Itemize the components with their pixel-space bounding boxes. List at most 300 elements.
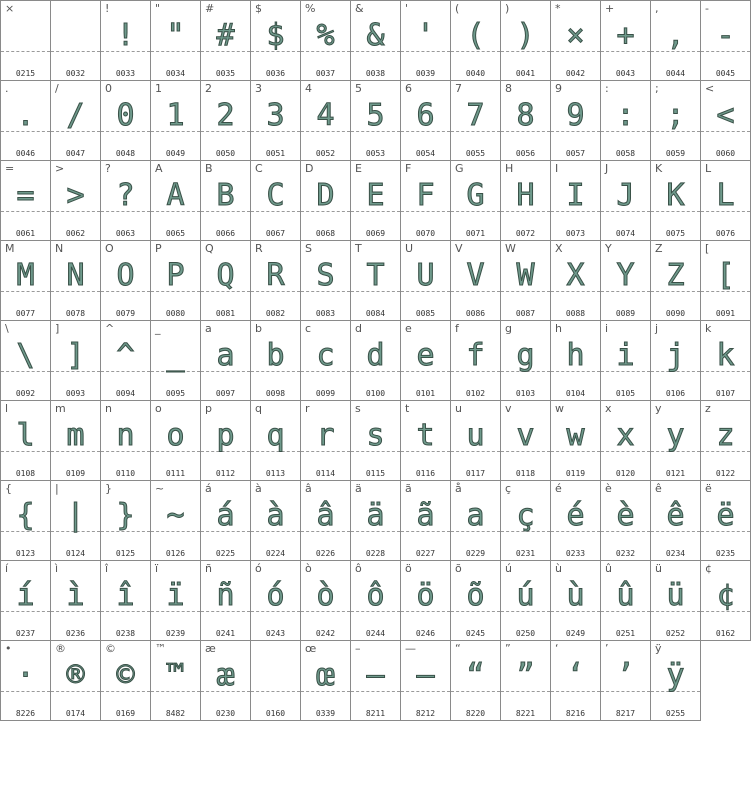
glyph-label: j: [655, 322, 659, 335]
glyph-label: (: [455, 2, 460, 15]
glyph-code: 0046: [15, 149, 36, 158]
glyph-label: ñ: [205, 562, 212, 575]
glyph-code: 0065: [165, 229, 186, 238]
glyph-label: w: [555, 402, 564, 415]
glyph-code: 8216: [565, 709, 586, 718]
glyph-code: 0122: [715, 469, 736, 478]
glyph-label: ]: [55, 322, 60, 335]
glyph-sample: á: [216, 498, 235, 533]
glyph-code: 0044: [665, 69, 686, 78]
glyph-sample: H: [516, 178, 535, 213]
glyph-label: +: [605, 2, 615, 15]
glyph-code: 0236: [65, 629, 86, 638]
glyph-sample: ê: [666, 498, 685, 533]
glyph-label: 6: [405, 82, 412, 95]
glyph-code: 0082: [265, 309, 286, 318]
glyph-code: 0045: [715, 69, 736, 78]
glyph-sample: —: [416, 658, 435, 693]
glyph-code: 0084: [365, 309, 386, 318]
glyph-sample: é: [566, 498, 585, 533]
glyph-code: 0087: [515, 309, 536, 318]
glyph-code: 0160: [265, 709, 286, 718]
glyph-label: û: [605, 562, 612, 575]
glyph-sample: 8: [516, 98, 535, 133]
glyph-label: $: [255, 2, 262, 15]
glyph-code: 0125: [115, 549, 136, 558]
glyph-label: ©: [105, 642, 116, 655]
glyph-code: 0162: [715, 629, 736, 638]
glyph-code: 0174: [65, 709, 86, 718]
glyph-cell: [500, 640, 551, 721]
glyph-sample: ä: [366, 498, 385, 533]
glyph-code: 0123: [15, 549, 36, 558]
glyph-cell: [250, 480, 301, 561]
glyph-label: g: [505, 322, 512, 335]
glyph-sample: L: [716, 178, 735, 213]
glyph-code: 0047: [65, 149, 86, 158]
glyph-cell: [250, 400, 301, 481]
glyph-label: &: [355, 2, 364, 15]
glyph-code: 0235: [715, 549, 736, 558]
glyph-cell: [50, 400, 101, 481]
glyph-label: I: [555, 162, 559, 175]
glyph-code: 0037: [315, 69, 336, 78]
glyph-sample: p: [216, 418, 235, 453]
glyph-sample: [3, 15, 48, 57]
glyph-cell: [450, 240, 501, 321]
glyph-label: ,: [655, 2, 659, 15]
glyph-label: _: [155, 322, 161, 335]
glyph-cell: [100, 0, 151, 81]
glyph-cell: [100, 80, 151, 161]
glyph-sample: h: [566, 338, 585, 373]
glyph-label: á: [205, 482, 212, 495]
glyph-cell: [200, 560, 251, 641]
glyph-code: 0039: [415, 69, 436, 78]
glyph-sample: ñ: [216, 578, 235, 613]
glyph-sample: ô: [366, 578, 385, 613]
glyph-code: 0105: [615, 389, 636, 398]
glyph-sample: r: [316, 418, 335, 453]
glyph-code: 0117: [465, 469, 486, 478]
glyph-code: 0059: [665, 149, 686, 158]
glyph-cell: [300, 160, 351, 241]
glyph-code: 0246: [415, 629, 436, 638]
glyph-label: A: [155, 162, 163, 175]
glyph-cell: [400, 560, 451, 641]
glyph-sample: ©: [116, 658, 135, 693]
glyph-cell: [450, 560, 501, 641]
glyph-sample: ï: [166, 578, 185, 613]
glyph-sample: +: [616, 18, 635, 53]
glyph-label: â: [305, 482, 312, 495]
glyph-sample: <: [716, 98, 735, 133]
glyph-label: î: [105, 562, 109, 575]
glyph-code: 0114: [315, 469, 336, 478]
glyph-sample: ç: [516, 498, 535, 533]
glyph-label: ì: [55, 562, 59, 575]
glyph-code: 0229: [465, 549, 486, 558]
glyph-label: H: [505, 162, 514, 175]
glyph-label: L: [705, 162, 712, 175]
glyph-sample: n: [116, 418, 135, 453]
glyph-label: |: [55, 482, 59, 495]
glyph-sample: ×: [566, 18, 585, 53]
glyph-cell: [50, 160, 101, 241]
glyph-sample: j: [666, 338, 685, 373]
glyph-code: 0169: [115, 709, 136, 718]
glyph-cell: [300, 640, 351, 721]
glyph-sample: û: [616, 578, 635, 613]
glyph-code: 0070: [415, 229, 436, 238]
glyph-cell: [250, 80, 301, 161]
glyph-sample: ÿ: [666, 658, 685, 693]
glyph-label: ê: [655, 482, 662, 495]
glyph-sample: m: [66, 418, 85, 453]
glyph-code: 0110: [115, 469, 136, 478]
glyph-sample: à: [266, 498, 285, 533]
glyph-cell: [600, 480, 651, 561]
glyph-code: 0250: [515, 629, 536, 638]
glyph-sample: P: [166, 258, 185, 293]
glyph-cell: [650, 480, 701, 561]
glyph-cell: [350, 320, 401, 401]
glyph-label: b: [255, 322, 262, 335]
glyph-cell: [250, 320, 301, 401]
glyph-label: ): [505, 2, 510, 15]
glyph-label: \: [5, 322, 9, 335]
glyph-sample: D: [316, 178, 335, 213]
glyph-sample: ü: [666, 578, 685, 613]
glyph-code: 0034: [165, 69, 186, 78]
glyph-cell: [400, 0, 451, 81]
glyph-label: è: [605, 482, 612, 495]
glyph-sample: è: [616, 498, 635, 533]
glyph-sample: S: [316, 258, 335, 293]
glyph-label: =: [5, 162, 15, 175]
glyph-cell: [650, 80, 701, 161]
glyph-cell: [600, 240, 651, 321]
glyph-cell: [150, 640, 201, 721]
glyph-label: ~: [155, 482, 165, 495]
glyph-cell: [400, 240, 451, 321]
glyph-cell: [700, 400, 751, 481]
glyph-cell: [400, 320, 451, 401]
glyph-label: h: [555, 322, 562, 335]
glyph-sample: R: [266, 258, 285, 293]
glyph-cell: [100, 560, 151, 641]
glyph-sample: F: [416, 178, 435, 213]
glyph-sample: ë: [716, 498, 735, 533]
glyph-cell: [500, 560, 551, 641]
glyph-cell: [300, 480, 351, 561]
glyph-code: 0118: [515, 469, 536, 478]
glyph-cell: [450, 640, 501, 721]
glyph-code: 0048: [115, 149, 136, 158]
glyph-label: ÿ: [655, 642, 662, 655]
glyph-cell: [150, 560, 201, 641]
glyph-sample: b: [266, 338, 285, 373]
glyph-sample: ù: [566, 578, 585, 613]
glyph-sample: $: [266, 18, 285, 53]
glyph-code: 0232: [615, 549, 636, 558]
glyph-label: ï: [155, 562, 159, 575]
glyph-code: 0215: [15, 69, 36, 78]
glyph-code: 0100: [365, 389, 386, 398]
glyph-label: -: [705, 2, 709, 15]
glyph-cell: [0, 320, 51, 401]
glyph-sample: a: [216, 338, 235, 373]
glyph-label: N: [55, 242, 64, 255]
glyph-label: ü: [655, 562, 662, 575]
glyph-sample: y: [666, 418, 685, 453]
glyph-code: 0098: [265, 389, 286, 398]
glyph-label: u: [455, 402, 462, 415]
glyph-label: ö: [405, 562, 412, 575]
glyph-cell: [300, 400, 351, 481]
glyph-cell: [450, 400, 501, 481]
glyph-sample: ã: [416, 498, 435, 533]
glyph-cell: [200, 160, 251, 241]
glyph-cell: [350, 160, 401, 241]
glyph-code: 0057: [565, 149, 586, 158]
glyph-cell: [0, 480, 51, 561]
glyph-code: 0255: [665, 709, 686, 718]
glyph-cell: [0, 560, 51, 641]
glyph-label: “: [455, 642, 461, 655]
glyph-code: 0074: [615, 229, 636, 238]
glyph-cell: [50, 640, 101, 721]
glyph-label: ù: [555, 562, 562, 575]
glyph-label: y: [655, 402, 662, 415]
glyph-code: 0092: [15, 389, 36, 398]
glyph-sample: W: [516, 258, 535, 293]
glyph-cell: [50, 480, 101, 561]
glyph-label: s: [355, 402, 361, 415]
glyph-label: v: [505, 402, 512, 415]
glyph-cell: [200, 320, 251, 401]
glyph-cell: [100, 320, 151, 401]
glyph-sample: 0: [116, 98, 135, 133]
glyph-code: 0230: [215, 709, 236, 718]
glyph-label: 2: [205, 82, 212, 95]
glyph-sample: 9: [566, 98, 585, 133]
glyph-cell: [0, 640, 51, 721]
glyph-sample: ;: [666, 98, 685, 133]
glyph-sample: f: [466, 338, 485, 373]
glyph-sample: :: [616, 98, 635, 133]
glyph-sample: |: [66, 498, 85, 533]
glyph-code: 0233: [565, 549, 586, 558]
glyph-sample: œ: [316, 658, 335, 693]
glyph-code: 0224: [265, 549, 286, 558]
glyph-code: 0078: [65, 309, 86, 318]
glyph-code: 8482: [165, 709, 186, 718]
glyph-label: 3: [255, 82, 262, 95]
glyph-cell: [700, 560, 751, 641]
glyph-sample: B: [216, 178, 235, 213]
glyph-label: 1: [155, 82, 162, 95]
glyph-cell: [200, 80, 251, 161]
glyph-code: 0111: [165, 469, 186, 478]
glyph-sample: e: [416, 338, 435, 373]
glyph-sample: ·: [16, 658, 35, 693]
glyph-code: 0239: [165, 629, 186, 638]
glyph-code: 0088: [565, 309, 586, 318]
glyph-code: 0126: [165, 549, 186, 558]
glyph-cell: [650, 320, 701, 401]
glyph-label: ®: [55, 642, 66, 655]
glyph-sample: í: [16, 578, 35, 613]
glyph-code: 0228: [365, 549, 386, 558]
glyph-sample: ú: [516, 578, 535, 613]
glyph-label: t: [405, 402, 410, 415]
glyph-sample: k: [716, 338, 735, 373]
glyph-sample: ?: [116, 178, 135, 213]
glyph-cell: [500, 160, 551, 241]
glyph-label: <: [705, 82, 715, 95]
glyph-code: 0051: [265, 149, 286, 158]
glyph-sample: s: [366, 418, 385, 453]
glyph-sample: z: [716, 418, 735, 453]
glyph-sample: ): [516, 18, 535, 53]
glyph-label: œ: [305, 642, 317, 655]
glyph-label: :: [605, 82, 609, 95]
glyph-label: f: [455, 322, 459, 335]
glyph-cell: [100, 480, 151, 561]
glyph-label: ë: [705, 482, 712, 495]
glyph-label: l: [5, 402, 9, 415]
glyph-sample: c: [316, 338, 335, 373]
glyph-cell: [700, 0, 751, 81]
glyph-label: 8: [505, 82, 512, 95]
glyph-code: 0115: [365, 469, 386, 478]
glyph-code: 0116: [415, 469, 436, 478]
glyph-code: 0042: [565, 69, 586, 78]
glyph-cell: [450, 80, 501, 161]
glyph-cell: [500, 80, 551, 161]
glyph-sample: l: [16, 418, 35, 453]
glyph-code: 0066: [215, 229, 236, 238]
glyph-code: 0085: [415, 309, 436, 318]
glyph-sample: E: [366, 178, 385, 213]
glyph-cell: [150, 480, 201, 561]
glyph-label: p: [205, 402, 212, 415]
glyph-code: 0071: [465, 229, 486, 238]
glyph-label: ô: [355, 562, 362, 575]
glyph-code: 0043: [615, 69, 636, 78]
glyph-cell: [200, 640, 251, 721]
glyph-sample: =: [16, 178, 35, 213]
glyph-cell: [300, 320, 351, 401]
glyph-code: 0061: [15, 229, 36, 238]
glyph-label: *: [555, 2, 561, 15]
glyph-cell: [650, 400, 701, 481]
glyph-cell: [350, 480, 401, 561]
glyph-cell: [250, 640, 301, 721]
glyph-cell: [650, 640, 701, 721]
glyph-cell: [0, 400, 51, 481]
glyph-cell: [450, 0, 501, 81]
glyph-cell: [550, 0, 601, 81]
glyph-cell: [150, 160, 201, 241]
glyph-label: T: [355, 242, 362, 255]
glyph-code: 0104: [565, 389, 586, 398]
glyph-code: 0097: [215, 389, 236, 398]
glyph-label: ç: [505, 482, 512, 495]
glyph-label: {: [5, 482, 12, 495]
glyph-sample: 5: [366, 98, 385, 133]
glyph-code: 0091: [715, 309, 736, 318]
glyph-sample: g: [516, 338, 535, 373]
glyph-sample: i: [616, 338, 635, 373]
glyph-code: 0120: [615, 469, 636, 478]
glyph-code: 0107: [715, 389, 736, 398]
glyph-sample: C: [266, 178, 285, 213]
glyph-code: 0054: [415, 149, 436, 158]
glyph-label: }: [105, 482, 112, 495]
glyph-cell: [550, 160, 601, 241]
glyph-label: –: [355, 642, 361, 655]
glyph-cell: [0, 240, 51, 321]
glyph-label: í: [5, 562, 9, 575]
glyph-cell: [100, 640, 151, 721]
glyph-cell: [100, 160, 151, 241]
glyph-label: ’: [605, 642, 609, 655]
glyph-cell: [550, 560, 601, 641]
glyph-label: o: [155, 402, 162, 415]
glyph-label: J: [605, 162, 609, 175]
glyph-code: 0241: [215, 629, 236, 638]
glyph-code: 0093: [65, 389, 86, 398]
glyph-sample: æ: [216, 658, 235, 693]
glyph-label: m: [55, 402, 66, 415]
glyph-sample: ,: [666, 18, 685, 53]
glyph-sample: G: [466, 178, 485, 213]
glyph-label: à: [255, 482, 262, 495]
glyph-sample: â: [316, 498, 335, 533]
glyph-sample: x: [616, 418, 635, 453]
glyph-label: i: [605, 322, 609, 335]
glyph-label: Q: [205, 242, 214, 255]
glyph-code: 0073: [565, 229, 586, 238]
glyph-sample: q: [266, 418, 285, 453]
glyph-code: 0076: [715, 229, 736, 238]
glyph-cell: [0, 160, 51, 241]
glyph-code: 0095: [165, 389, 186, 398]
glyph-label: r: [305, 402, 310, 415]
glyph-cell: [300, 80, 351, 161]
glyph-cell: [500, 320, 551, 401]
glyph-code: 0089: [615, 309, 636, 318]
glyph-cell: [550, 640, 601, 721]
glyph-sample: ^: [116, 338, 135, 373]
glyph-label: R: [255, 242, 263, 255]
glyph-cell: [250, 240, 301, 321]
glyph-code: 0242: [315, 629, 336, 638]
glyph-label: K: [655, 162, 663, 175]
glyph-sample: [53, 15, 98, 57]
glyph-label: z: [705, 402, 711, 415]
glyph-label: O: [105, 242, 114, 255]
glyph-cell: [650, 160, 701, 241]
glyph-cell: [250, 560, 301, 641]
glyph-label: ×: [5, 2, 15, 15]
glyph-sample: T: [366, 258, 385, 293]
glyph-code: 0056: [515, 149, 536, 158]
glyph-cell: [100, 400, 151, 481]
glyph-label: S: [305, 242, 312, 255]
